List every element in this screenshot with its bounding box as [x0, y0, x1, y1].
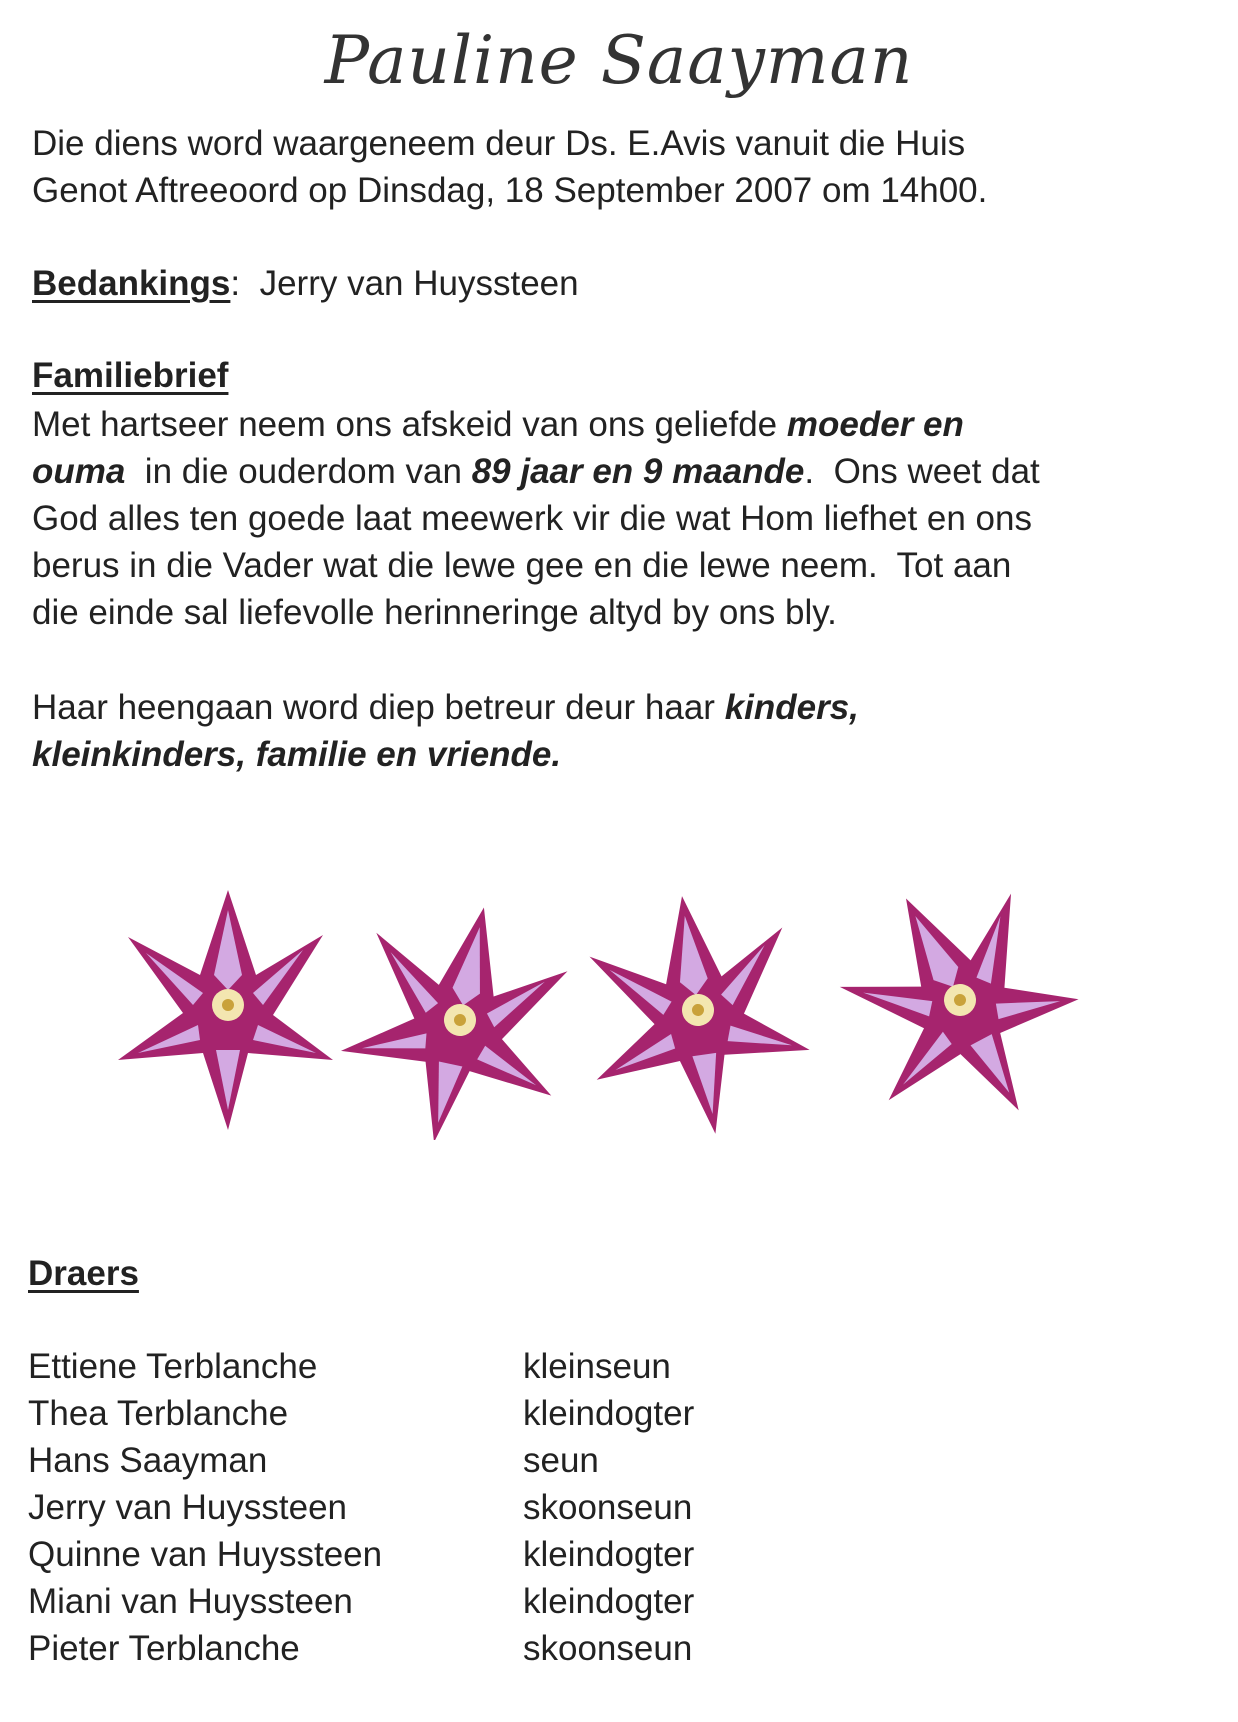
family-letter-line: die einde sal liefevolle herinneringe altyd by ons bly. [32, 593, 837, 632]
bearer-name: Quinne van Huyssteen [28, 1535, 383, 1574]
thanks-name: Jerry van Huyssteen [259, 264, 579, 303]
bearer-role: kleindogter [523, 1535, 695, 1574]
bearer-row [28, 1390, 694, 1437]
bearer-name: Pieter Terblanche [28, 1629, 300, 1668]
mourned-line: kleinkinders, familie en vriende. [32, 735, 562, 774]
bearer-role: skoonseun [523, 1488, 693, 1527]
text-run: in die ouderdom van [125, 452, 472, 491]
emphasis: moeder en [786, 405, 964, 444]
bearer-name: Miani van Huyssteen [28, 1582, 353, 1621]
text-run: . Ons weet dat [804, 452, 1040, 491]
bearer-name: Thea Terblanche [28, 1394, 289, 1433]
thanks-heading: Bedankings [32, 264, 231, 303]
service-line: Die diens word waargeneem deur Ds. E.Avis vanuit die Huis [32, 124, 966, 163]
bearer-name: Ettiene Terblanche [28, 1347, 318, 1386]
bearer-row [28, 1578, 694, 1625]
flower-2 [326, 885, 586, 1140]
family-letter-line [32, 401, 1040, 448]
mourned-line [32, 684, 859, 731]
flower-3 [573, 882, 819, 1140]
bearer-row [28, 1437, 694, 1484]
family-letter-line [32, 448, 1040, 495]
bearer-role: kleinseun [523, 1347, 671, 1386]
bearers-heading: Draers [28, 1254, 139, 1293]
thanks-separator: : [230, 264, 260, 303]
service-notice [32, 120, 987, 214]
mourned-by [32, 684, 859, 778]
family-letter-heading: Familiebrief [32, 356, 229, 395]
flower-1 [118, 890, 333, 1130]
family-letter-body [32, 401, 1040, 636]
bearers-list [28, 1343, 694, 1672]
bearer-row [28, 1625, 694, 1672]
flower-illustration [100, 860, 1120, 1140]
emphasis: kinders, [724, 688, 859, 727]
bearer-role: kleindogter [523, 1394, 695, 1433]
service-line: Genot Aftreeoord op Dinsdag, 18 September 2007 om 14h00. [32, 171, 988, 210]
emphasis: ouma [32, 452, 126, 491]
bearer-row [28, 1484, 694, 1531]
family-letter-line: berus in die Vader wat die lewe gee en die lewe neem. Tot aan [32, 546, 1012, 585]
thanks-line [32, 260, 579, 307]
bearer-role: kleindogter [523, 1582, 695, 1621]
bearer-role: skoonseun [523, 1629, 693, 1668]
family-letter-line: God alles ten goede laat meewerk vir die wat Hom liefhet en ons [32, 499, 1032, 538]
bearer-row [28, 1343, 694, 1390]
text-run: Met hartseer neem ons afskeid van ons geliefde [32, 405, 787, 444]
bearer-name: Hans Saayman [28, 1441, 268, 1480]
bearer-name: Jerry van Huyssteen [28, 1488, 348, 1527]
page-title: Pauline Saayman [324, 22, 914, 99]
flower-4 [809, 860, 1112, 1140]
bearer-role: seun [523, 1441, 599, 1480]
emphasis: 89 jaar en 9 maande [471, 452, 805, 491]
bearer-row [28, 1531, 694, 1578]
text-run: Haar heengaan word diep betreur deur haar [32, 688, 725, 727]
